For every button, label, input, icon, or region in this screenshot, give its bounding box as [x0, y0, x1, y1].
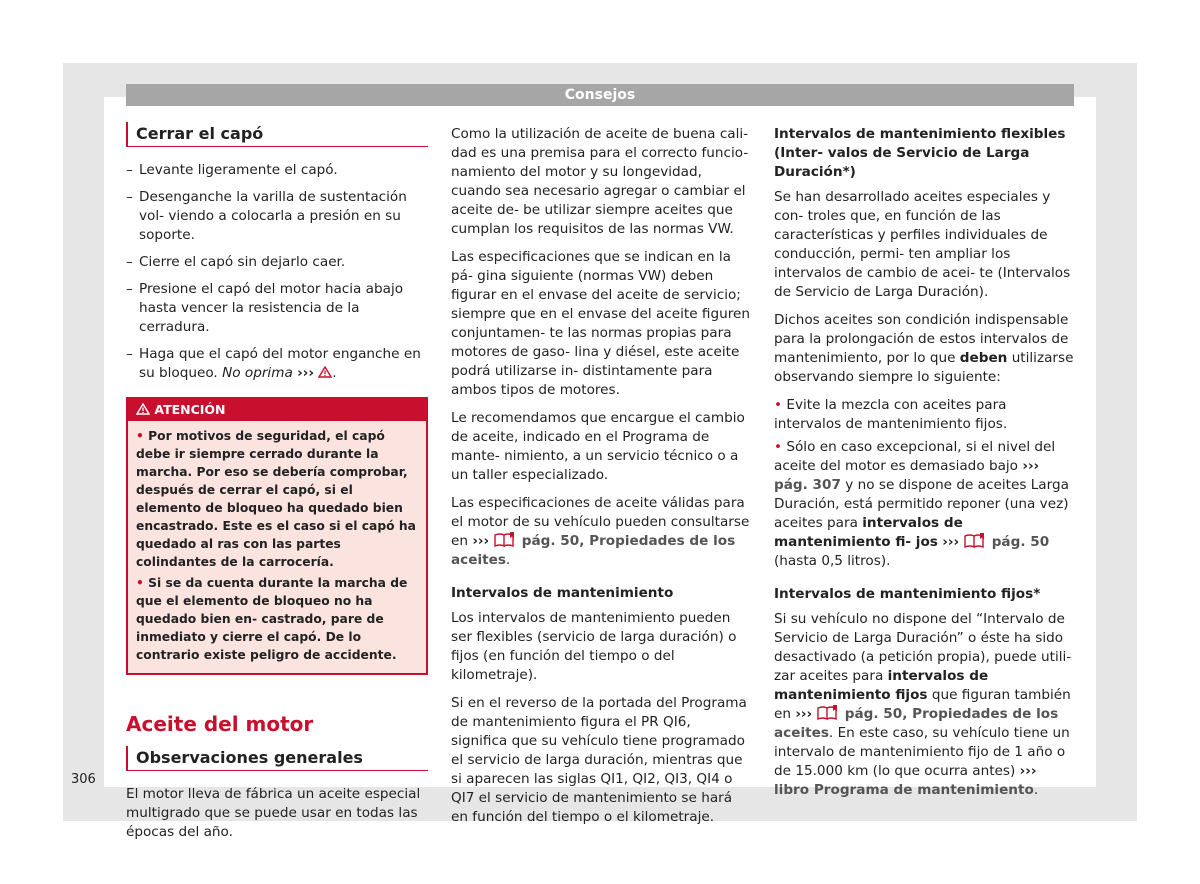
list-item: • Evite la mezcla con aceites para intervalos de mantenimiento fijos. — [774, 397, 1008, 432]
list-item: • Sólo en caso excepcional, si el nivel del aceite del motor es demasiado bajo ››› pág. 307 y no se dispone de aceites Larga Duración, está permitido reponer (una vez) aceites para intervalos de mantenimiento fi- jos ››› pág. 50 (hasta 0,5 litros). — [774, 439, 1069, 569]
cross-ref-arrows[interactable]: ››› — [1019, 763, 1037, 779]
cross-ref-arrows[interactable]: ››› — [472, 533, 490, 549]
paragraph: Si en el reverso de la portada del Programa de mantenimiento figura el PR QI6, significa que su vehículo tiene programado el servicio de larga duración, mientras que si aparecen las siglas QI1, QI2, QI3, QI4 o QI7 el servicio de mantenimiento se hará en función del tiempo o el kilometraje. — [451, 695, 747, 825]
subheading: Intervalos de mantenimiento — [451, 585, 674, 601]
paragraph: Los intervalos de mantenimiento pueden ser flexibles (servicio de larga duración) o fijos (en función del tiempo o del kilometraje). — [451, 610, 737, 683]
list-item: – Levante ligeramente el capó. — [126, 162, 338, 178]
step-list — [126, 161, 428, 383]
warning-triangle-icon — [136, 402, 150, 417]
paragraph: Dichos aceites son condición indispensable para la prolongación de estos intervalos de mantenimiento, por lo que deben utilizarse observando siempre lo siguiente: — [774, 312, 1074, 385]
bullet-list — [774, 396, 1074, 571]
book-reference-icon[interactable] — [816, 706, 840, 722]
page-link[interactable]: pág. 50, Propiedades de los aceites — [774, 706, 1059, 741]
paragraph: Las especificaciones que se indican en la pá- gina siguiente (normas VW) deben figurar en el envase del aceite de servicio; siempre que en el envase del aceite figuren conjuntamen- te las normas propias para motores de gaso- lina y diésel, este aceite podrá utilizarse in- distintamente para ambos tipos de motores. — [451, 249, 751, 398]
list-item: – Haga que el capó del motor enganche en su bloqueo. No oprima ››› . — [126, 346, 421, 381]
paragraph: El motor lleva de fábrica un aceite especial multigrado que se puede usar en todas las épocas del año. — [126, 786, 421, 840]
subsection-heading: Observaciones generales — [126, 746, 428, 771]
page-link[interactable]: pág. 50, Propiedades de los aceites — [451, 533, 736, 568]
warning-triangle-icon[interactable] — [318, 365, 332, 381]
cross-ref-arrows[interactable]: ››› — [795, 706, 813, 722]
subheading: Intervalos de mantenimiento fijos* — [774, 586, 1041, 602]
subheading: Intervalos de mantenimiento flexibles (Inter- valos de Servicio de Larga Duración*) — [774, 126, 1066, 180]
cross-ref-arrows[interactable]: ››› — [297, 365, 314, 381]
paragraph: Se han desarrollado aceites especiales y con- troles que, en función de las características y perfiles individuales de conducción, permi- ten ampliar los intervalos de cambio de acei- te (Intervalos de Servicio de Larga Duración). — [774, 189, 1071, 300]
warning-header — [128, 399, 426, 421]
section-heading-cerrar-capo: Cerrar el capó — [126, 122, 428, 147]
warning-body — [128, 421, 426, 673]
page-number: 306 — [71, 772, 96, 787]
page-link[interactable]: pág. 50 — [991, 534, 1050, 550]
book-reference-icon[interactable] — [963, 534, 987, 550]
column-3 — [774, 125, 1074, 809]
list-item: – Presione el capó del motor hacia abajo hasta vencer la resistencia de la cerradura. — [126, 281, 404, 335]
paragraph: Como la utilización de aceite de buena cali- dad es una premisa para el correcto funcio- namiento del motor y su longevidad, cuando sea necesario agregar o cambiar el aceite de- be utilizar siempre aceites que cumplan los requisitos de las normas VW. — [451, 126, 749, 237]
section-title-aceite-motor: Aceite del motor — [126, 712, 314, 736]
warning-item: • Por motivos de seguridad, el capó debe ir siempre cerrado durante la marcha. Por eso se debería comprobar, después de cerrar el capó, si el elemento de bloqueo ha quedado bien encastrado. Este es el caso si el capó ha quedado al ras con las partes colindantes de la carrocería. — [136, 429, 416, 569]
cross-ref-arrows[interactable]: ››› — [1022, 458, 1040, 474]
warning-box — [126, 397, 428, 675]
warning-title: ATENCIÓN — [154, 402, 226, 417]
book-link[interactable]: libro Programa de mantenimiento — [774, 782, 1034, 798]
column-1 — [126, 122, 428, 851]
paragraph: Las especificaciones de aceite válidas para el motor de su vehículo pueden consultarse en ››› pág. 50, Propiedades de los aceites. — [451, 495, 750, 568]
page-link[interactable]: pág. 307 — [774, 477, 841, 493]
paragraph: Le recomendamos que encargue el cambio de aceite, indicado en el Programa de mante- nimiento, a un servicio técnico o a un taller especializado. — [451, 410, 745, 483]
book-reference-icon[interactable] — [493, 533, 517, 549]
column-2 — [451, 125, 751, 836]
list-item: – Desenganche la varilla de sustentación vol- viendo a colocarla a presión en su soporte. — [126, 189, 407, 243]
no-oprima-text: No oprima — [222, 365, 293, 381]
list-item: – Cierre el capó sin dejarlo caer. — [126, 254, 346, 270]
warning-item: • Si se da cuenta durante la marcha de que el elemento de bloqueo no ha quedado bien en- castrado, pare de inmediato y cierre el capó. De lo contrario existe peligro de accidente. — [136, 576, 408, 662]
cross-ref-arrows[interactable]: ››› — [942, 534, 960, 550]
chapter-header: Consejos — [126, 84, 1074, 106]
paragraph: Si su vehículo no dispone del “Intervalo de Servicio de Larga Duración” o éste ha sido desactivado (a petición propia), puede utili- zar aceites para intervalos de mantenimiento fijos que figuran también en ››› pág. 50, Propiedades de los aceites. En este caso, su vehículo tiene un intervalo de mantenimiento fijo de 1 año o de 15.000 km (lo que ocurra antes) ››› libro Programa de mantenimiento. — [774, 611, 1072, 798]
